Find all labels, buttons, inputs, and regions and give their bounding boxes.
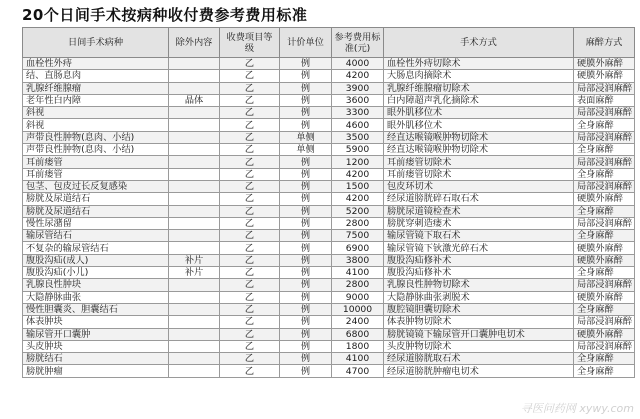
disease-cell: 耳前瘘管 [23, 168, 169, 180]
grade-cell: 乙 [220, 353, 280, 365]
fee-cell: 9000 [332, 291, 384, 303]
disease-cell: 慢性尿潴留 [23, 217, 169, 229]
anesthesia-cell: 全身麻醉 [574, 267, 635, 279]
method-cell: 经尿道膀胱肿瘤电切术 [384, 365, 574, 377]
anesthesia-cell: 表面麻醉 [574, 94, 635, 106]
table-row [23, 254, 635, 266]
grade-cell: 乙 [220, 119, 280, 131]
grade-cell: 乙 [220, 107, 280, 119]
anesthesia-cell: 局部浸润麻醉 [574, 82, 635, 94]
unit-cell: 单侧 [280, 131, 332, 143]
grade-cell: 乙 [220, 267, 280, 279]
unit-cell: 例 [280, 168, 332, 180]
anesthesia-cell: 全身麻醉 [574, 303, 635, 315]
exclude-cell: 晶体 [169, 94, 220, 106]
table-row [23, 328, 635, 340]
method-cell: 经直达喉镜喉肿物切除术 [384, 131, 574, 143]
disease-cell: 不复杂的输尿管结石 [23, 242, 169, 254]
disease-cell: 腹股沟疝(成人) [23, 254, 169, 266]
table-row [23, 82, 635, 94]
unit-cell: 例 [280, 94, 332, 106]
anesthesia-cell: 硬膜外麻醉 [574, 254, 635, 266]
header-exclude: 除外内容 [169, 28, 220, 58]
anesthesia-cell: 局部浸润麻醉 [574, 316, 635, 328]
disease-cell: 斜视 [23, 119, 169, 131]
anesthesia-cell: 局部浸润麻醉 [574, 180, 635, 192]
unit-cell: 例 [280, 328, 332, 340]
anesthesia-cell: 全身麻醉 [574, 365, 635, 377]
exclude-cell [169, 107, 220, 119]
exclude-cell [169, 316, 220, 328]
exclude-cell [169, 131, 220, 143]
exclude-cell: 补片 [169, 267, 220, 279]
fee-cell: 3500 [332, 131, 384, 143]
table-body [23, 58, 635, 378]
table-row [23, 94, 635, 106]
unit-cell: 例 [280, 156, 332, 168]
grade-cell: 乙 [220, 180, 280, 192]
grade-cell: 乙 [220, 94, 280, 106]
fee-cell: 4200 [332, 168, 384, 180]
unit-cell: 例 [280, 230, 332, 242]
disease-cell: 膀胱结石 [23, 353, 169, 365]
fee-cell: 4200 [332, 193, 384, 205]
table-row [23, 119, 635, 131]
disease-cell: 膀胱肿瘤 [23, 365, 169, 377]
exclude-cell [169, 193, 220, 205]
table-row [23, 156, 635, 168]
disease-cell: 耳前瘘管 [23, 156, 169, 168]
method-cell: 体表肿物切除术 [384, 316, 574, 328]
method-cell: 膀胱镜镜下输尿管开口囊肿电切术 [384, 328, 574, 340]
grade-cell: 乙 [220, 58, 280, 70]
disease-cell: 输尿管开口囊肿 [23, 328, 169, 340]
unit-cell: 例 [280, 254, 332, 266]
exclude-cell [169, 365, 220, 377]
fee-cell: 4600 [332, 119, 384, 131]
exclude-cell [169, 205, 220, 217]
disease-cell: 结、直肠息肉 [23, 70, 169, 82]
grade-cell: 乙 [220, 365, 280, 377]
exclude-cell [169, 328, 220, 340]
disease-cell: 体表肿块 [23, 316, 169, 328]
table-row [23, 217, 635, 229]
unit-cell: 例 [280, 180, 332, 192]
method-cell: 输尿管镜下钬激光碎石术 [384, 242, 574, 254]
fee-cell: 5200 [332, 205, 384, 217]
unit-cell: 例 [280, 119, 332, 131]
method-cell: 膀胱穿刺造瘘术 [384, 217, 574, 229]
table-row [23, 242, 635, 254]
grade-cell: 乙 [220, 340, 280, 352]
unit-cell: 例 [280, 58, 332, 70]
watermark: 寻医问药网 xywy.com [520, 402, 634, 415]
method-cell: 耳前瘘管切除术 [384, 156, 574, 168]
method-cell: 大肠息肉摘除术 [384, 70, 574, 82]
method-cell: 白内障超声乳化摘除术 [384, 94, 574, 106]
fee-cell: 2800 [332, 279, 384, 291]
grade-cell: 乙 [220, 279, 280, 291]
unit-cell: 例 [280, 217, 332, 229]
fee-cell: 2400 [332, 316, 384, 328]
method-cell: 腹腔镜胆囊切除术 [384, 303, 574, 315]
fee-cell: 4100 [332, 353, 384, 365]
method-cell: 眼外肌移位术 [384, 119, 574, 131]
exclude-cell [169, 119, 220, 131]
unit-cell: 例 [280, 82, 332, 94]
unit-cell: 例 [280, 340, 332, 352]
header-anesthesia: 麻醉方式 [574, 28, 635, 58]
fee-cell: 6800 [332, 328, 384, 340]
anesthesia-cell: 全身麻醉 [574, 144, 635, 156]
grade-cell: 乙 [220, 316, 280, 328]
grade-cell: 乙 [220, 303, 280, 315]
unit-cell: 单侧 [280, 144, 332, 156]
exclude-cell [169, 230, 220, 242]
anesthesia-cell: 硬膜外麻醉 [574, 291, 635, 303]
unit-cell: 例 [280, 242, 332, 254]
fee-cell: 1500 [332, 180, 384, 192]
disease-cell: 慢性胆囊炎、胆囊结石 [23, 303, 169, 315]
fee-cell: 4100 [332, 267, 384, 279]
exclude-cell [169, 58, 220, 70]
anesthesia-cell: 局部浸润麻醉 [574, 217, 635, 229]
unit-cell: 例 [280, 205, 332, 217]
unit-cell: 例 [280, 70, 332, 82]
unit-cell: 例 [280, 303, 332, 315]
method-cell: 头皮肿物切除术 [384, 340, 574, 352]
disease-cell: 乳腺纤维腺瘤 [23, 82, 169, 94]
disease-cell: 膀胱及尿道结石 [23, 205, 169, 217]
table-row [23, 144, 635, 156]
method-cell: 血栓性外痔切除术 [384, 58, 574, 70]
table-row [23, 230, 635, 242]
method-cell: 经直达喉镜喉肿物切除术 [384, 144, 574, 156]
grade-cell: 乙 [220, 193, 280, 205]
fee-cell: 2800 [332, 217, 384, 229]
anesthesia-cell: 硬膜外麻醉 [574, 58, 635, 70]
exclude-cell [169, 156, 220, 168]
unit-cell: 例 [280, 365, 332, 377]
grade-cell: 乙 [220, 131, 280, 143]
table-row [23, 365, 635, 377]
table-row [23, 205, 635, 217]
unit-cell: 例 [280, 316, 332, 328]
disease-cell: 老年性白内障 [23, 94, 169, 106]
anesthesia-cell: 局部浸润麻醉 [574, 156, 635, 168]
table-row [23, 180, 635, 192]
fee-cell: 1800 [332, 340, 384, 352]
disease-cell: 声带良性肿物(息肉、小结) [23, 144, 169, 156]
header-fee: 参考费用标准(元) [332, 28, 384, 58]
method-cell: 眼外肌移位术 [384, 107, 574, 119]
table-row [23, 279, 635, 291]
disease-cell: 大隐静脉曲张 [23, 291, 169, 303]
fee-cell: 5900 [332, 144, 384, 156]
table-row [23, 353, 635, 365]
exclude-cell [169, 180, 220, 192]
table-row [23, 193, 635, 205]
fee-cell: 4200 [332, 70, 384, 82]
fee-standard-table [22, 27, 635, 378]
exclude-cell [169, 70, 220, 82]
grade-cell: 乙 [220, 328, 280, 340]
grade-cell: 乙 [220, 230, 280, 242]
grade-cell: 乙 [220, 70, 280, 82]
method-cell: 腹股沟疝修补术 [384, 267, 574, 279]
header-grade: 收费项目等级 [220, 28, 280, 58]
disease-cell: 头皮肿块 [23, 340, 169, 352]
exclude-cell [169, 279, 220, 291]
exclude-cell [169, 242, 220, 254]
exclude-cell [169, 144, 220, 156]
table-row [23, 168, 635, 180]
method-cell: 膀胱尿道镜检查术 [384, 205, 574, 217]
fee-cell: 3300 [332, 107, 384, 119]
fee-cell: 3800 [332, 254, 384, 266]
disease-cell: 输尿管结石 [23, 230, 169, 242]
method-cell: 大隐静脉曲张剥脱术 [384, 291, 574, 303]
anesthesia-cell: 全身麻醉 [574, 205, 635, 217]
unit-cell: 例 [280, 267, 332, 279]
disease-cell: 包茎、包皮过长反复感染 [23, 180, 169, 192]
grade-cell: 乙 [220, 168, 280, 180]
disease-cell: 声带良性肿物(息肉、小结) [23, 131, 169, 143]
method-cell: 经尿道膀胱取石术 [384, 353, 574, 365]
method-cell: 乳腺良性肿物切除术 [384, 279, 574, 291]
exclude-cell [169, 340, 220, 352]
anesthesia-cell: 硬膜外麻醉 [574, 242, 635, 254]
table-row [23, 58, 635, 70]
grade-cell: 乙 [220, 156, 280, 168]
exclude-cell [169, 353, 220, 365]
table-row [23, 70, 635, 82]
fee-cell: 4000 [332, 58, 384, 70]
fee-cell: 6900 [332, 242, 384, 254]
method-cell: 输尿管镜下取石术 [384, 230, 574, 242]
anesthesia-cell: 局部浸润麻醉 [574, 279, 635, 291]
anesthesia-cell: 全身麻醉 [574, 353, 635, 365]
anesthesia-cell: 局部浸润麻醉 [574, 107, 635, 119]
table-header [23, 28, 635, 58]
table-row [23, 107, 635, 119]
anesthesia-cell: 局部浸润麻醉 [574, 340, 635, 352]
disease-cell: 膀胱及尿道结石 [23, 193, 169, 205]
disease-cell: 乳腺良性肿块 [23, 279, 169, 291]
method-cell: 包皮环切术 [384, 180, 574, 192]
table-row [23, 291, 635, 303]
exclude-cell [169, 217, 220, 229]
exclude-cell [169, 168, 220, 180]
exclude-cell [169, 291, 220, 303]
table-row [23, 340, 635, 352]
fee-cell: 10000 [332, 303, 384, 315]
header-row [23, 28, 635, 58]
anesthesia-cell: 硬膜外麻醉 [574, 328, 635, 340]
unit-cell: 例 [280, 279, 332, 291]
anesthesia-cell: 全身麻醉 [574, 119, 635, 131]
disease-cell: 斜视 [23, 107, 169, 119]
method-cell: 乳腺纤维腺瘤切除术 [384, 82, 574, 94]
header-disease: 日间手术病种 [23, 28, 169, 58]
disease-cell: 腹股沟疝(小儿) [23, 267, 169, 279]
anesthesia-cell: 硬膜外麻醉 [574, 193, 635, 205]
header-method: 手术方式 [384, 28, 574, 58]
grade-cell: 乙 [220, 291, 280, 303]
unit-cell: 例 [280, 107, 332, 119]
fee-cell: 1200 [332, 156, 384, 168]
anesthesia-cell: 全身麻醉 [574, 230, 635, 242]
anesthesia-cell: 局部浸润麻醉 [574, 131, 635, 143]
unit-cell: 例 [280, 291, 332, 303]
unit-cell: 例 [280, 353, 332, 365]
anesthesia-cell: 硬膜外麻醉 [574, 70, 635, 82]
grade-cell: 乙 [220, 205, 280, 217]
table-row [23, 303, 635, 315]
disease-cell: 血栓性外痔 [23, 58, 169, 70]
header-unit: 计价单位 [280, 28, 332, 58]
anesthesia-cell: 全身麻醉 [574, 168, 635, 180]
exclude-cell [169, 82, 220, 94]
grade-cell: 乙 [220, 144, 280, 156]
fee-cell: 3600 [332, 94, 384, 106]
page-title: 20个日间手术按病种收付费参考费用标准 [22, 6, 308, 24]
grade-cell: 乙 [220, 217, 280, 229]
method-cell: 腹股沟疝修补术 [384, 254, 574, 266]
table-row [23, 131, 635, 143]
exclude-cell [169, 303, 220, 315]
grade-cell: 乙 [220, 82, 280, 94]
unit-cell: 例 [280, 193, 332, 205]
table-row [23, 267, 635, 279]
fee-cell: 4700 [332, 365, 384, 377]
table-row [23, 316, 635, 328]
grade-cell: 乙 [220, 254, 280, 266]
method-cell: 经尿道膀胱碎石取石术 [384, 193, 574, 205]
grade-cell: 乙 [220, 242, 280, 254]
exclude-cell: 补片 [169, 254, 220, 266]
method-cell: 耳前瘘管切除术 [384, 168, 574, 180]
fee-cell: 7500 [332, 230, 384, 242]
fee-cell: 3900 [332, 82, 384, 94]
